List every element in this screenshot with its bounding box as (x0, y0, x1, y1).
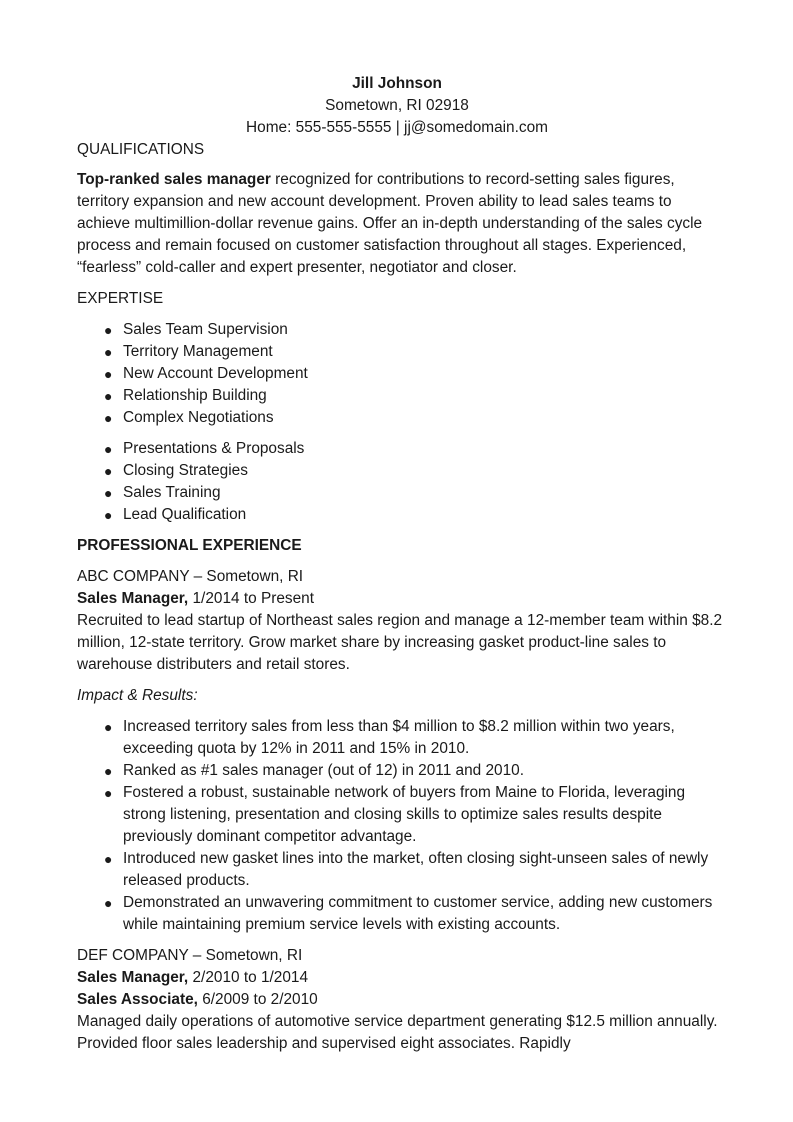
bullet-icon: ● (104, 366, 113, 382)
def-company-line: DEF COMPANY – Sometown, RI (77, 947, 303, 964)
bullet-icon: ● (104, 485, 113, 501)
abc-description: Recruited to lead startup of Northeast sales region and manage a 12-member team within $8.2 million, 12-state territory. Grow market share by increasing gasket product-line sales to warehouse distributers and retail stores. (77, 612, 723, 673)
list-item: ● Presentations & Proposals (77, 438, 727, 460)
abc-results-list (77, 716, 727, 936)
list-item: ● Closing Strategies (77, 460, 727, 482)
bullet-icon: ● (104, 895, 113, 911)
abc-role (77, 588, 727, 610)
list-item: ● Lead Qualification (77, 504, 727, 526)
def-role-2 (77, 989, 727, 1011)
bullet-icon: ● (104, 388, 113, 404)
candidate-address: Sometown, RI 02918 (325, 97, 469, 114)
bullet-icon: ● (104, 463, 113, 479)
def-role-2-dates: 6/2009 to 2/2010 (197, 991, 318, 1008)
def-role-1 (77, 967, 727, 989)
list-item: ● Increased territory sales from less than $4 million to $8.2 million within two years, exceeding quota by 12% in 2011 and 15% in 2010. (104, 718, 675, 757)
qualifications-text: recognized for contributions to record-setting sales figures, territory expansion and new account development. Proven ability to lead sales teams to achieve multimillion-dollar revenue gains. Offer an in-depth understanding of the sales cycle process and remain focused on customer satisfaction throughout all stages. Experienced, “fearless” cold-caller and expert presenter, negotiator and closer. (77, 171, 703, 276)
list-item: ● Sales Training (77, 482, 727, 504)
bullet-icon: ● (104, 322, 113, 338)
list-item: ● Ranked as #1 sales manager (out of 12) in 2011 and 2010. (77, 760, 727, 782)
candidate-contact: Home: 555-555-5555 | jj@somedomain.com (246, 119, 548, 136)
bullet-icon: ● (104, 851, 113, 867)
qualifications-summary (77, 169, 727, 279)
qualifications-heading: QUALIFICATIONS (77, 141, 205, 158)
list-item: ● Complex Negotiations (77, 407, 727, 429)
bullet-icon: ● (104, 344, 113, 360)
bullet-icon: ● (104, 507, 113, 523)
qualifications-lead: Top-ranked sales manager (77, 171, 271, 188)
resume-page (77, 73, 727, 1055)
def-description: Managed daily operations of automotive service department generating $12.5 million annually. Provided floor sales leadership and supervised eight associates. Rapidly (77, 1013, 718, 1052)
list-item: ● Fostered a robust, sustainable network of buyers from Maine to Florida, leveraging strong listening, presentation and closing skills to optimize sales results despite previously dominant competitor advantage. (104, 784, 686, 845)
list-item: ● Demonstrated an unwavering commitment to customer service, adding new customers while maintaining premium service levels with existing accounts. (104, 894, 713, 933)
abc-role-dates: 1/2014 to Present (188, 590, 314, 607)
abc-company-line: ABC COMPANY – Sometown, RI (77, 568, 304, 585)
bullet-icon: ● (104, 441, 113, 457)
expertise-list-2 (77, 438, 727, 526)
resume-header (77, 73, 717, 139)
def-role-1-title: Sales Manager, (77, 969, 189, 986)
candidate-name: Jill Johnson (352, 75, 442, 92)
list-item: ● Introduced new gasket lines into the market, often closing sight-unseen sales of newly released products. (104, 850, 709, 889)
def-role-2-title: Sales Associate, (77, 991, 198, 1008)
expertise-heading: EXPERTISE (77, 290, 164, 307)
expertise-list-1 (77, 319, 727, 429)
bullet-icon: ● (104, 719, 113, 735)
experience-heading: PROFESSIONAL EXPERIENCE (77, 537, 302, 554)
list-item: ● Relationship Building (77, 385, 727, 407)
bullet-icon: ● (104, 410, 113, 426)
list-item: ● Sales Team Supervision (77, 319, 727, 341)
list-item: ● Territory Management (77, 341, 727, 363)
list-item: ● New Account Development (77, 363, 727, 385)
bullet-icon: ● (104, 785, 113, 801)
def-role-1-dates: 2/2010 to 1/2014 (188, 969, 309, 986)
impact-heading: Impact & Results: (77, 687, 198, 704)
bullet-icon: ● (104, 763, 113, 779)
abc-role-title: Sales Manager, (77, 590, 189, 607)
